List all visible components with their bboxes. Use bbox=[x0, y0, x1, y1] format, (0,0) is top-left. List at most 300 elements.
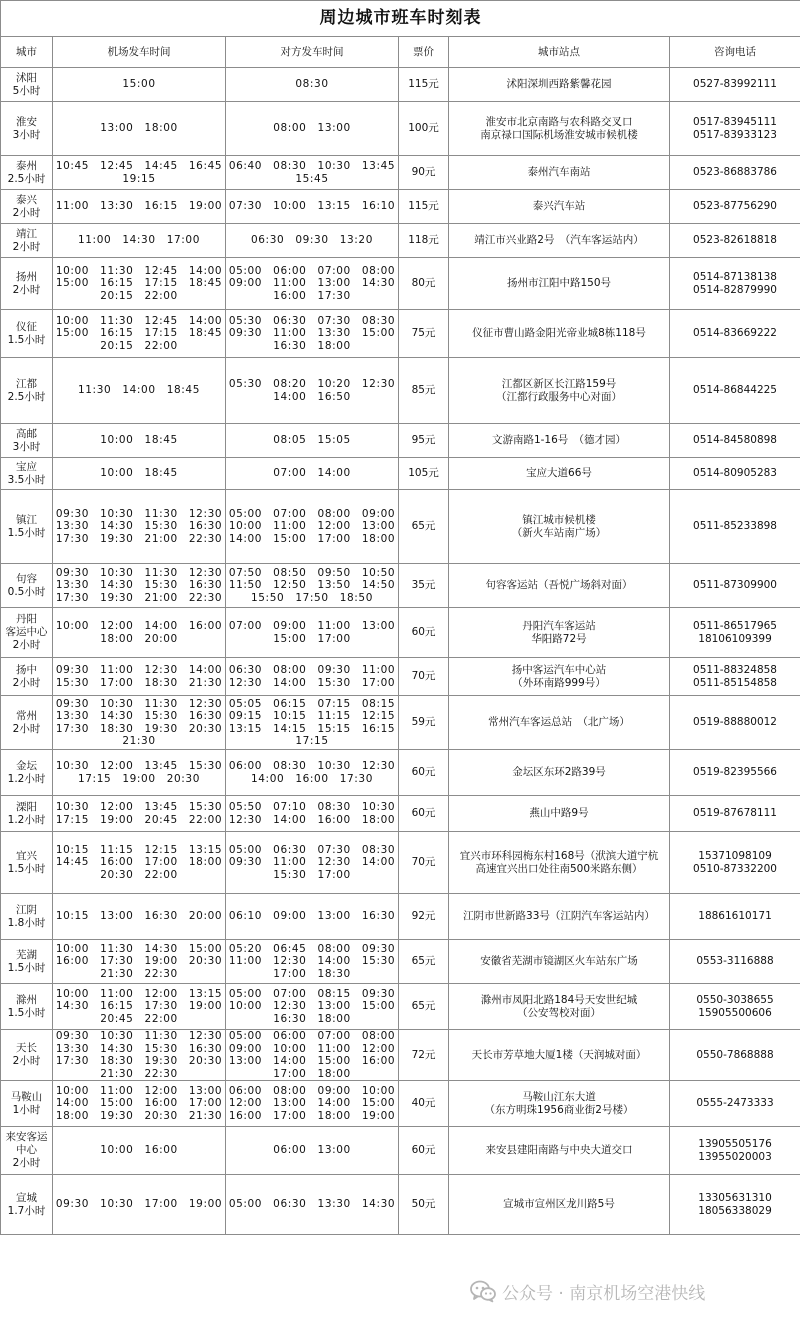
table-row bbox=[1, 1175, 800, 1235]
fare-cell: 60元 bbox=[399, 796, 449, 832]
airport-times-cell bbox=[53, 796, 226, 832]
city-line: 仪征 bbox=[16, 320, 37, 333]
return-times-line: 14:00 16:00 17:30 bbox=[251, 772, 373, 785]
table-row bbox=[1, 832, 800, 894]
station-cell bbox=[449, 358, 670, 424]
airport-times-line: 09:30 10:30 11:30 12:30 bbox=[55, 566, 223, 579]
station-line: 宜兴市环科园梅东村168号（洑滨大道宁杭 bbox=[459, 850, 659, 862]
return-times-line: 11:50 12:50 13:50 14:50 bbox=[228, 579, 396, 592]
return-times-line: 14:00 16:50 bbox=[273, 390, 351, 403]
return-times-line: 05:00 07:00 08:15 09:30 bbox=[228, 987, 396, 1000]
station-line: 丹阳汽车客运站 bbox=[522, 620, 596, 632]
table-row bbox=[1, 310, 800, 358]
return-times-cell bbox=[226, 750, 399, 796]
station-line: 仪征市曹山路金阳光帝业城8栋118号 bbox=[472, 327, 646, 340]
return-times-line: 14:00 15:00 17:00 18:00 bbox=[228, 532, 396, 545]
airport-times-line: 10:45 12:45 14:45 16:45 bbox=[55, 160, 223, 172]
airport-times-line: 17:30 19:30 21:00 22:30 bbox=[55, 532, 223, 545]
station-line: （新火车站南广场） bbox=[511, 526, 607, 539]
return-times-line: 08:00 13:00 bbox=[273, 122, 351, 135]
station-cell bbox=[449, 984, 670, 1030]
header-station: 城市站点 bbox=[449, 37, 670, 68]
airport-times-cell bbox=[53, 358, 226, 424]
phone-line: 0511-85233898 bbox=[693, 520, 777, 533]
station-cell bbox=[449, 832, 670, 894]
station-line: 扬州市江阳中路150号 bbox=[506, 277, 612, 290]
station-cell bbox=[449, 696, 670, 750]
city-line: 2小时 bbox=[12, 676, 41, 689]
table-row bbox=[1, 156, 800, 190]
phone-line: 13955020003 bbox=[698, 1150, 772, 1163]
airport-times-cell bbox=[53, 1030, 226, 1081]
return-times-line: 15:50 17:50 18:50 bbox=[251, 591, 373, 604]
airport-times-cell bbox=[53, 458, 226, 490]
airport-times-line: 10:00 12:00 14:00 16:00 bbox=[55, 620, 223, 632]
wechat-icon bbox=[470, 1279, 496, 1303]
return-times-line: 06:00 08:30 10:30 12:30 bbox=[228, 760, 396, 772]
airport-times-line: 21:30 22:30 bbox=[100, 967, 178, 980]
phone-line: 0550-7868888 bbox=[696, 1048, 774, 1061]
table-row bbox=[1, 750, 800, 796]
return-times-cell bbox=[226, 190, 399, 224]
phone-line: 0550-3038655 bbox=[696, 994, 774, 1006]
airport-times-line: 14:30 16:15 17:30 19:00 bbox=[55, 1000, 223, 1013]
city-line: 0.5小时 bbox=[7, 585, 46, 598]
station-cell bbox=[449, 1030, 670, 1081]
table-row bbox=[1, 658, 800, 696]
return-times-line: 06:00 08:00 09:00 10:00 bbox=[228, 1084, 396, 1097]
airport-times-line: 11:00 14:30 17:00 bbox=[78, 234, 200, 247]
city-line: 淮安 bbox=[16, 115, 37, 128]
city-line: 来安客运 bbox=[5, 1131, 48, 1143]
city-line: 芜湖 bbox=[16, 948, 37, 961]
airport-times-line: 17:30 18:30 19:30 20:30 bbox=[55, 722, 223, 735]
return-times-line: 06:00 13:00 bbox=[273, 1144, 351, 1157]
return-times-line: 05:30 06:30 07:30 08:30 bbox=[228, 314, 396, 327]
city-line: 客运中心 bbox=[5, 626, 48, 638]
city-cell bbox=[1, 358, 53, 424]
table-row bbox=[1, 696, 800, 750]
phone-cell bbox=[670, 1127, 800, 1175]
phone-cell bbox=[670, 190, 800, 224]
city-line: 天长 bbox=[16, 1042, 37, 1054]
city-line: 2小时 bbox=[12, 206, 41, 219]
city-cell bbox=[1, 894, 53, 940]
city-cell bbox=[1, 258, 53, 310]
return-times-line: 05:50 07:10 08:30 10:30 bbox=[228, 801, 396, 813]
station-cell bbox=[449, 564, 670, 608]
station-cell bbox=[449, 68, 670, 102]
station-line: 来安县建阳南路与中央大道交口 bbox=[485, 1144, 633, 1157]
station-line: （东方明珠1956商业街2号楼） bbox=[484, 1103, 634, 1116]
fare-cell: 115元 bbox=[399, 68, 449, 102]
station-cell bbox=[449, 1127, 670, 1175]
fare-cell: 60元 bbox=[399, 1127, 449, 1175]
return-times-line: 09:00 10:00 11:00 12:00 bbox=[228, 1042, 396, 1055]
header-phone: 咨询电话 bbox=[670, 37, 800, 68]
station-line: （江都行政服务中心对面） bbox=[496, 390, 622, 403]
return-times-line: 07:00 09:00 11:00 13:00 bbox=[228, 620, 396, 632]
fare-cell: 95元 bbox=[399, 424, 449, 458]
phone-cell bbox=[670, 894, 800, 940]
city-line: 1.7小时 bbox=[7, 1204, 46, 1217]
phone-cell bbox=[670, 832, 800, 894]
header-airport-departure: 机场发车时间 bbox=[53, 37, 226, 68]
city-line: 靖江 bbox=[16, 227, 37, 240]
airport-times-line: 10:00 18:45 bbox=[100, 434, 178, 447]
airport-times-cell bbox=[53, 1127, 226, 1175]
return-times-cell bbox=[226, 1127, 399, 1175]
station-line: 滁州市凤阳北路184号天安世纪城 bbox=[480, 994, 638, 1006]
return-times-cell bbox=[226, 796, 399, 832]
city-line: 溧阳 bbox=[16, 800, 37, 813]
phone-cell bbox=[670, 696, 800, 750]
airport-times-line: 10:00 18:45 bbox=[100, 467, 178, 480]
airport-times-cell bbox=[53, 190, 226, 224]
station-cell bbox=[449, 258, 670, 310]
station-line: 南京禄口国际机场淮安城市候机楼 bbox=[480, 128, 638, 141]
airport-times-cell bbox=[53, 940, 226, 984]
footer-watermark bbox=[470, 1276, 705, 1306]
city-cell bbox=[1, 564, 53, 608]
return-times-cell bbox=[226, 984, 399, 1030]
table-row bbox=[1, 608, 800, 658]
city-line: 句容 bbox=[16, 572, 37, 585]
airport-times-line: 13:00 18:00 bbox=[100, 122, 178, 135]
city-line: 高邮 bbox=[16, 427, 37, 440]
city-line: 2小时 bbox=[12, 240, 41, 253]
airport-times-line: 09:30 10:30 11:30 12:30 bbox=[55, 507, 223, 520]
airport-times-line: 19:15 bbox=[122, 172, 156, 185]
airport-times-line: 13:30 14:30 15:30 16:30 bbox=[55, 1042, 223, 1055]
airport-times-cell bbox=[53, 310, 226, 358]
return-times-line: 06:40 08:30 10:30 13:45 bbox=[228, 160, 396, 172]
station-cell bbox=[449, 156, 670, 190]
station-line: 江阴市世新路33号（江阴汽车客运站内） bbox=[463, 910, 655, 923]
station-line: 安徽省芜湖市镜湖区火车站东广场 bbox=[480, 955, 638, 968]
airport-times-line: 20:15 22:00 bbox=[100, 289, 178, 302]
city-cell bbox=[1, 1030, 53, 1081]
city-line: 3小时 bbox=[12, 440, 41, 453]
city-line: 2小时 bbox=[12, 1055, 41, 1067]
airport-times-line: 11:30 14:00 18:45 bbox=[78, 384, 200, 397]
airport-times-cell bbox=[53, 102, 226, 156]
table-row bbox=[1, 258, 800, 310]
airport-times-line: 18:00 20:00 bbox=[100, 632, 178, 645]
phone-line: 0514-83669222 bbox=[693, 327, 777, 340]
phone-line: 0519-82395566 bbox=[693, 766, 777, 779]
return-times-line: 07:50 08:50 09:50 10:50 bbox=[228, 566, 396, 579]
fare-cell: 70元 bbox=[399, 658, 449, 696]
phone-line: 0514-82879990 bbox=[693, 283, 777, 296]
return-times-cell bbox=[226, 68, 399, 102]
city-cell bbox=[1, 102, 53, 156]
city-line: 1.5小时 bbox=[7, 333, 46, 346]
airport-times-line: 13:30 14:30 15:30 16:30 bbox=[55, 710, 223, 722]
return-times-cell bbox=[226, 832, 399, 894]
return-times-cell bbox=[226, 490, 399, 564]
airport-times-cell bbox=[53, 224, 226, 258]
fare-cell: 65元 bbox=[399, 984, 449, 1030]
city-line: 宝应 bbox=[16, 460, 37, 473]
station-line: 天长市芳草地大厦1楼（天润城对面） bbox=[471, 1048, 647, 1061]
airport-times-line: 17:15 19:00 20:30 bbox=[78, 772, 200, 785]
phone-cell bbox=[670, 156, 800, 190]
airport-times-line: 17:30 19:30 21:00 22:30 bbox=[55, 591, 223, 604]
city-cell bbox=[1, 490, 53, 564]
phone-line: 0523-87756290 bbox=[693, 200, 777, 213]
fare-cell: 80元 bbox=[399, 258, 449, 310]
return-times-line: 05:20 06:45 08:00 09:30 bbox=[228, 942, 396, 955]
fare-cell: 72元 bbox=[399, 1030, 449, 1081]
table-row bbox=[1, 190, 800, 224]
station-line: 江都区新区长江路159号 bbox=[501, 378, 617, 390]
station-line: 文游南路1-16号 （德才园） bbox=[491, 434, 627, 447]
table-row bbox=[1, 1127, 800, 1175]
return-times-line: 17:00 18:30 bbox=[273, 967, 351, 980]
city-line: 中心 bbox=[16, 1144, 37, 1156]
phone-cell bbox=[670, 258, 800, 310]
city-line: 1.2小时 bbox=[7, 772, 46, 785]
return-times-line: 15:45 bbox=[295, 172, 329, 185]
city-line: 金坛 bbox=[16, 759, 37, 772]
return-times-cell bbox=[226, 310, 399, 358]
phone-line: 0514-80905283 bbox=[693, 467, 777, 480]
return-times-line: 17:15 bbox=[295, 735, 329, 747]
airport-times-cell bbox=[53, 1081, 226, 1127]
station-line: 宣城市宣州区龙川路5号 bbox=[503, 1198, 615, 1211]
city-line: 江阴 bbox=[16, 903, 37, 916]
return-times-cell bbox=[226, 564, 399, 608]
phone-cell bbox=[670, 796, 800, 832]
airport-times-line: 14:45 16:00 17:00 18:00 bbox=[55, 856, 223, 869]
station-cell bbox=[449, 424, 670, 458]
airport-times-line: 10:00 11:30 14:30 15:00 bbox=[55, 942, 223, 955]
table-row bbox=[1, 940, 800, 984]
fare-cell: 35元 bbox=[399, 564, 449, 608]
station-cell bbox=[449, 224, 670, 258]
phone-cell bbox=[670, 940, 800, 984]
city-line: 3小时 bbox=[12, 128, 41, 141]
station-cell bbox=[449, 658, 670, 696]
phone-line: 15905500606 bbox=[698, 1006, 772, 1019]
station-cell bbox=[449, 608, 670, 658]
airport-times-cell bbox=[53, 156, 226, 190]
airport-times-line: 10:00 11:00 12:00 13:15 bbox=[55, 987, 223, 1000]
city-cell bbox=[1, 796, 53, 832]
airport-times-line: 21:30 22:30 bbox=[100, 1067, 178, 1080]
return-times-cell bbox=[226, 608, 399, 658]
phone-cell bbox=[670, 68, 800, 102]
city-line: 沭阳 bbox=[16, 71, 37, 84]
fare-cell: 105元 bbox=[399, 458, 449, 490]
phone-line: 0517-83945111 bbox=[693, 116, 777, 128]
phone-line: 18056338029 bbox=[698, 1204, 772, 1217]
return-times-line: 05:00 06:30 07:30 08:30 bbox=[228, 843, 396, 856]
airport-times-cell bbox=[53, 424, 226, 458]
phone-cell bbox=[670, 564, 800, 608]
fare-cell: 60元 bbox=[399, 608, 449, 658]
station-line: 靖江市兴业路2号 （汽车客运站内） bbox=[474, 234, 644, 247]
airport-times-cell bbox=[53, 258, 226, 310]
city-cell bbox=[1, 156, 53, 190]
city-line: 马鞍山 bbox=[10, 1090, 43, 1103]
city-line: 2小时 bbox=[12, 1157, 41, 1169]
table-row bbox=[1, 1030, 800, 1081]
station-line: 马鞍山江东大道 bbox=[522, 1091, 596, 1103]
phone-cell bbox=[670, 224, 800, 258]
return-times-line: 16:00 17:00 18:00 19:00 bbox=[228, 1109, 396, 1122]
return-times-line: 08:05 15:05 bbox=[273, 434, 351, 447]
airport-times-line: 20:30 22:00 bbox=[100, 868, 178, 881]
fare-cell: 70元 bbox=[399, 832, 449, 894]
return-times-line: 05:00 06:00 07:00 08:00 bbox=[228, 264, 396, 277]
phone-line: 0527-83992111 bbox=[693, 78, 777, 91]
phone-line: 13905505176 bbox=[698, 1138, 772, 1150]
airport-times-line: 21:30 bbox=[122, 735, 156, 747]
airport-times-line: 10:30 12:00 13:45 15:30 bbox=[55, 801, 223, 813]
airport-times-cell bbox=[53, 68, 226, 102]
city-cell bbox=[1, 68, 53, 102]
phone-line: 0523-82618818 bbox=[693, 234, 777, 247]
city-cell bbox=[1, 696, 53, 750]
fare-cell: 65元 bbox=[399, 940, 449, 984]
phone-cell bbox=[670, 458, 800, 490]
return-times-line: 10:00 11:00 12:00 13:00 bbox=[228, 520, 396, 533]
city-line: 1.5小时 bbox=[7, 961, 46, 974]
station-cell bbox=[449, 490, 670, 564]
phone-line: 0514-87138138 bbox=[693, 271, 777, 283]
return-times-cell bbox=[226, 424, 399, 458]
station-line: （外环南路999号） bbox=[512, 676, 606, 689]
return-times-line: 09:00 11:00 13:00 14:30 bbox=[228, 277, 396, 290]
return-times-line: 08:30 bbox=[295, 78, 329, 91]
station-cell bbox=[449, 190, 670, 224]
city-cell bbox=[1, 1127, 53, 1175]
fare-cell: 59元 bbox=[399, 696, 449, 750]
return-times-line: 17:00 18:00 bbox=[273, 1067, 351, 1080]
city-line: 1小时 bbox=[12, 1103, 41, 1116]
airport-times-line: 14:00 15:00 16:00 17:00 bbox=[55, 1097, 223, 1110]
airport-times-line: 18:00 19:30 20:30 21:30 bbox=[55, 1109, 223, 1122]
return-times-line: 12:00 13:00 14:00 15:00 bbox=[228, 1097, 396, 1110]
station-line: 金坛区东环2路39号 bbox=[512, 766, 606, 779]
city-line: 宣城 bbox=[16, 1191, 37, 1204]
return-times-line: 06:30 08:00 09:30 11:00 bbox=[228, 664, 396, 676]
city-line: 2小时 bbox=[12, 283, 41, 296]
table-row bbox=[1, 102, 800, 156]
table-row bbox=[1, 490, 800, 564]
return-times-line: 05:00 06:00 07:00 08:00 bbox=[228, 1030, 396, 1042]
airport-times-line: 10:00 11:00 12:00 13:00 bbox=[55, 1084, 223, 1097]
fare-cell: 115元 bbox=[399, 190, 449, 224]
phone-cell bbox=[670, 1081, 800, 1127]
station-line: 镇江城市候机楼 bbox=[522, 514, 596, 526]
city-cell bbox=[1, 1175, 53, 1235]
return-times-cell bbox=[226, 102, 399, 156]
phone-cell bbox=[670, 608, 800, 658]
phone-line: 0514-84580898 bbox=[693, 434, 777, 447]
city-cell bbox=[1, 608, 53, 658]
station-line: 泰州汽车南站 bbox=[527, 166, 591, 179]
airport-times-line: 10:00 11:30 12:45 14:00 bbox=[55, 264, 223, 277]
return-times-cell bbox=[226, 696, 399, 750]
footer-text: 公众号 · 南京机场空港快线 bbox=[502, 1283, 706, 1304]
station-line: 扬中客运汽车中心站 bbox=[511, 664, 607, 676]
return-times-cell bbox=[226, 224, 399, 258]
airport-times-line: 17:15 19:00 20:45 22:00 bbox=[55, 813, 223, 826]
return-times-line: 09:15 10:15 11:15 12:15 bbox=[228, 710, 396, 722]
airport-times-line: 20:45 22:00 bbox=[100, 1012, 178, 1025]
phone-cell bbox=[670, 424, 800, 458]
station-line: （公安驾校对面） bbox=[517, 1006, 601, 1019]
return-times-line: 06:10 09:00 13:00 16:30 bbox=[228, 910, 396, 923]
table-row bbox=[1, 424, 800, 458]
return-times-line: 12:30 14:00 16:00 18:00 bbox=[228, 813, 396, 826]
city-cell bbox=[1, 310, 53, 358]
airport-times-line: 09:30 10:30 11:30 12:30 bbox=[55, 697, 223, 710]
station-line: 句容客运站（吾悦广场斜对面） bbox=[485, 579, 633, 592]
table-row bbox=[1, 68, 800, 102]
return-times-line: 16:00 17:30 bbox=[273, 289, 351, 302]
city-cell bbox=[1, 940, 53, 984]
airport-times-line: 09:30 11:00 12:30 14:00 bbox=[55, 664, 223, 676]
city-line: 1.8小时 bbox=[7, 916, 46, 929]
fare-cell: 118元 bbox=[399, 224, 449, 258]
table-row bbox=[1, 458, 800, 490]
table-header-row bbox=[1, 37, 800, 68]
phone-line: 18106109399 bbox=[698, 632, 772, 645]
city-line: 3.5小时 bbox=[7, 473, 46, 486]
return-times-line: 07:30 10:00 13:15 16:10 bbox=[228, 200, 396, 213]
city-line: 丹阳 bbox=[16, 613, 37, 625]
return-times-cell bbox=[226, 258, 399, 310]
return-times-line: 06:30 09:30 13:20 bbox=[251, 234, 373, 247]
phone-line: 0510-87332200 bbox=[693, 862, 777, 875]
city-line: 滁州 bbox=[16, 993, 37, 1006]
station-cell bbox=[449, 310, 670, 358]
airport-times-cell bbox=[53, 658, 226, 696]
table-row bbox=[1, 984, 800, 1030]
fare-cell: 50元 bbox=[399, 1175, 449, 1235]
city-line: 2小时 bbox=[12, 639, 41, 651]
phone-cell bbox=[670, 1175, 800, 1235]
city-line: 扬州 bbox=[16, 270, 37, 283]
airport-times-line: 09:30 10:30 11:30 12:30 bbox=[55, 1030, 223, 1042]
phone-cell bbox=[670, 490, 800, 564]
return-times-line: 13:15 14:15 15:15 16:15 bbox=[228, 722, 396, 735]
phone-line: 0511-88324858 bbox=[693, 664, 777, 676]
return-times-line: 15:00 17:00 bbox=[273, 632, 351, 645]
city-line: 泰兴 bbox=[16, 193, 37, 206]
city-line: 1.5小时 bbox=[7, 1006, 46, 1019]
airport-times-line: 15:00 16:15 17:15 18:45 bbox=[55, 277, 223, 290]
airport-times-cell bbox=[53, 832, 226, 894]
return-times-line: 07:00 14:00 bbox=[273, 467, 351, 480]
station-line: 常州汽车客运总站 （北广场） bbox=[488, 716, 630, 729]
city-line: 泰州 bbox=[16, 159, 37, 172]
return-times-cell bbox=[226, 1175, 399, 1235]
station-line: 泰兴汽车站 bbox=[532, 200, 586, 213]
phone-cell bbox=[670, 358, 800, 424]
city-line: 扬中 bbox=[16, 663, 37, 676]
airport-times-line: 20:15 22:00 bbox=[100, 339, 178, 352]
city-cell bbox=[1, 832, 53, 894]
airport-times-cell bbox=[53, 750, 226, 796]
airport-times-line: 13:30 14:30 15:30 16:30 bbox=[55, 520, 223, 533]
return-times-line: 09:30 11:00 13:30 15:00 bbox=[228, 327, 396, 340]
return-times-line: 15:30 17:00 bbox=[273, 868, 351, 881]
